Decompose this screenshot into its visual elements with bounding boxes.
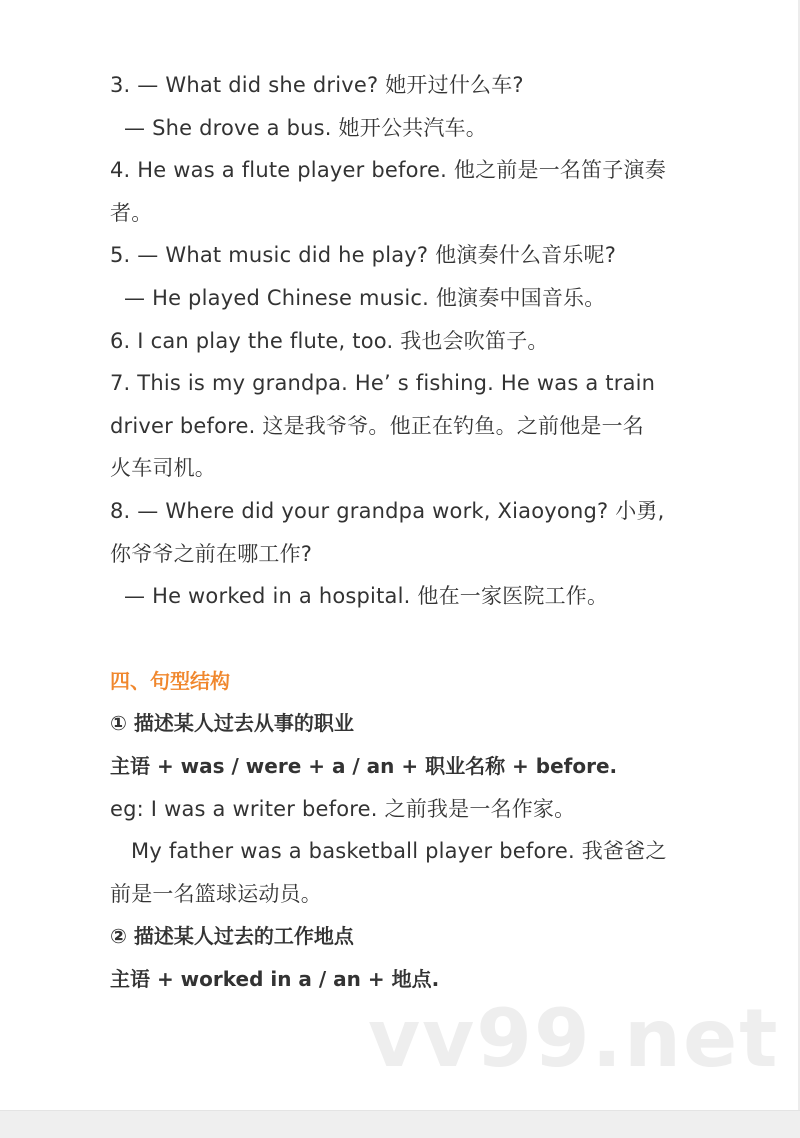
sentence-7-line-3: 火车司机。: [110, 456, 216, 481]
document-content: [110, 64, 700, 1000]
page-bottom-band: [0, 1110, 800, 1138]
watermark-logo: vv99.net: [368, 992, 780, 1085]
sentence-4-line-2: 者。: [110, 200, 153, 225]
sentence-8-answer: — He worked in a hospital. 他在一家医院工作。: [124, 584, 609, 609]
sentence-4-line-1: 4. He was a flute player before. 他之前是一名笛子演奏: [110, 158, 666, 183]
sentence-3-question: 3. — What did she drive? 她开过什么车?: [110, 73, 524, 97]
section-heading: 四、句型结构: [110, 668, 230, 693]
section-spacer: [110, 618, 700, 660]
sentence-5-answer: — He played Chinese music. 他演奏中国音乐。: [124, 285, 606, 310]
pattern-workplace: 主语 + worked in a / an + 地点.: [110, 966, 440, 991]
example-1: eg: I was a writer before. 之前我是一名作家。: [110, 796, 576, 821]
sentence-7-line-2: driver before. 这是我爷爷。他正在钓鱼。之前他是一名: [110, 413, 644, 438]
example-2-line-1: My father was a basketball player before. 我爸爸之: [131, 839, 667, 864]
subheading-occupation: ① 描述某人过去从事的职业: [110, 711, 354, 736]
sentence-8-question-line-2: 你爷爷之前在哪工作?: [110, 541, 313, 566]
subheading-workplace: ② 描述某人过去的工作地点: [110, 924, 354, 949]
pattern-occupation: 主语 + was / were + a / an + 职业名称 + before.: [110, 753, 618, 778]
sentence-5-question: 5. — What music did he play? 他演奏什么音乐呢?: [110, 243, 617, 268]
sentence-8-question-line-1: 8. — Where did your grandpa work, Xiaoyong? 小勇,: [110, 498, 665, 523]
sentence-6: 6. I can play the flute, too. 我也会吹笛子。: [110, 328, 549, 353]
sentence-3-answer: — She drove a bus. 她开公共汽车。: [124, 115, 487, 140]
sentence-7-line-1: 7. This is my grandpa. He’ s fishing. He was a train: [110, 371, 656, 396]
example-2-line-2: 前是一名篮球运动员。: [110, 881, 322, 906]
